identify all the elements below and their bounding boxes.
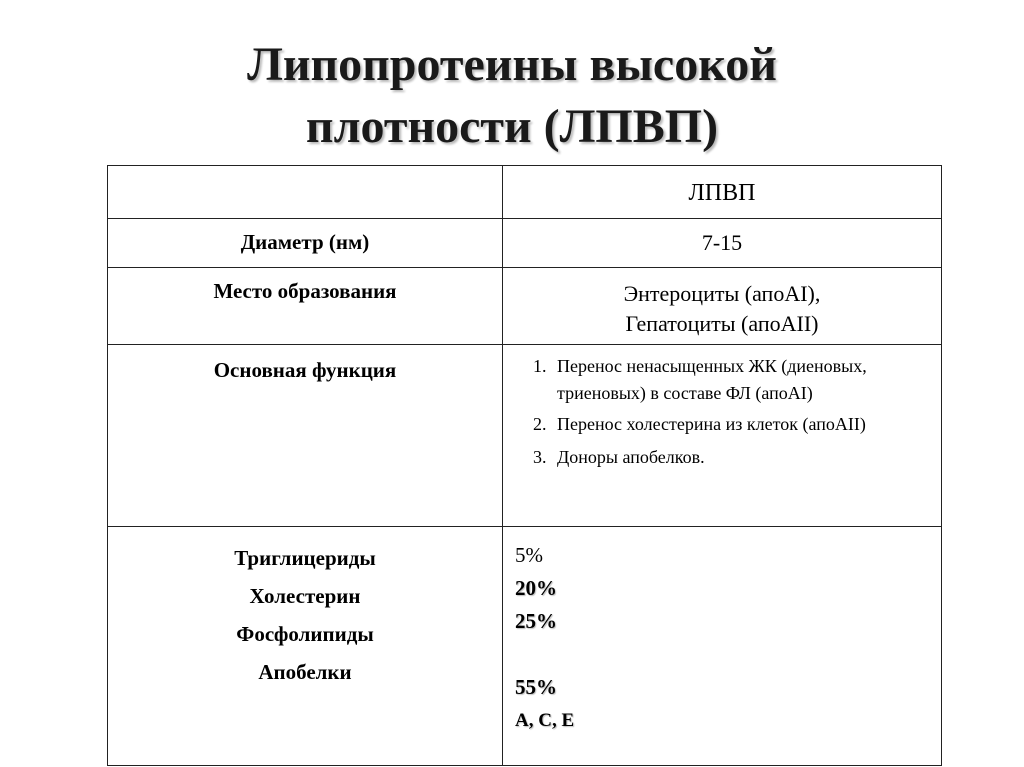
table-header-row (108, 166, 942, 219)
composition-value-cholesterol: 20% (515, 576, 557, 600)
function-label: Основная функция (213, 358, 397, 382)
header-hdl-cell (503, 166, 942, 219)
table-row-composition (108, 527, 942, 766)
header-empty-cell (108, 166, 503, 219)
place-value-line2: Гепатоциты (апоAII) (625, 311, 819, 336)
composition-value-phospholipids: 25% (515, 609, 557, 633)
composition-value-cell (503, 527, 942, 766)
page-title (0, 34, 1024, 158)
page-title-line1: Липопротеины высокой (247, 38, 777, 91)
diameter-label-cell (108, 219, 503, 268)
list-item: 1. Перенос ненасыщенных ЖК (диеновых, триеновых) в составе ФЛ (апоAI) (551, 353, 935, 407)
composition-label-apoproteins: Апобелки (258, 660, 352, 684)
function-list (503, 345, 941, 471)
composition-label-phospholipids: Фосфолипиды (236, 622, 374, 646)
table-row-function (108, 345, 942, 527)
composition-label-cell (108, 527, 503, 766)
composition-values (503, 527, 941, 737)
function-label-cell (108, 345, 503, 527)
function-value-cell (503, 345, 942, 527)
composition-label-cholesterol: Холестерин (249, 584, 361, 608)
diameter-value-cell (503, 219, 942, 268)
table-row-diameter (108, 219, 942, 268)
diameter-value: 7-15 (701, 230, 743, 255)
place-value-line1: Энтероциты (апоAI), (623, 281, 821, 306)
diameter-label: Диаметр (нм) (240, 230, 370, 254)
table-row-place (108, 268, 942, 345)
place-value-cell (503, 268, 942, 345)
page-title-line2: плотности (ЛПВП) (305, 100, 719, 153)
composition-labels (108, 527, 502, 691)
place-value (503, 268, 941, 339)
list-item: 2. Перенос холестерина из клеток (апоAII) (551, 411, 935, 438)
composition-value-apoprotein-types: A, C, E (515, 710, 575, 731)
place-label-cell (108, 268, 503, 345)
composition-label-triglycerides: Триглицериды (234, 546, 376, 570)
list-item: 3. Доноры апобелков. (551, 444, 935, 471)
composition-value-triglycerides: 5% (515, 543, 543, 567)
composition-spacer (515, 638, 941, 671)
header-hdl-label: ЛПВП (688, 180, 756, 206)
place-label: Место образования (213, 279, 397, 303)
hdl-properties-table (107, 165, 942, 766)
composition-value-apoproteins: 55% (515, 675, 557, 699)
